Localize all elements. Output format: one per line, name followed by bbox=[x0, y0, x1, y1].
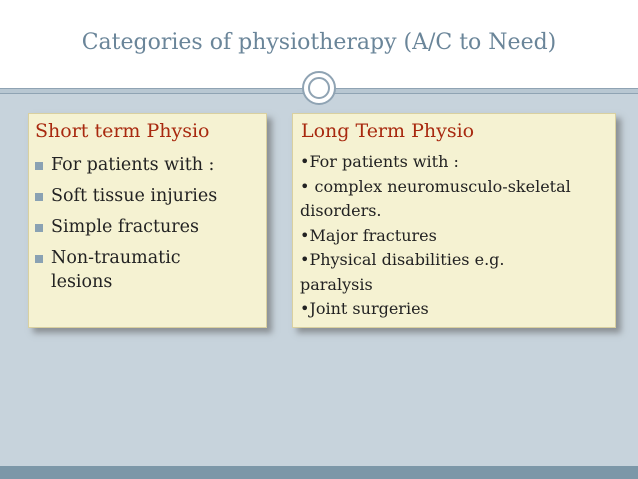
short-term-box bbox=[28, 113, 267, 328]
list-item: • complex neuromusculo-skeletal bbox=[300, 176, 571, 196]
inner-circle-icon bbox=[308, 77, 330, 99]
long-term-heading: Long Term Physio bbox=[301, 120, 475, 142]
footer-bar bbox=[0, 466, 638, 479]
double-circle-icon bbox=[302, 71, 336, 105]
list-item bbox=[35, 212, 217, 243]
square-bullet-icon bbox=[35, 162, 43, 170]
square-bullet-icon bbox=[35, 255, 43, 263]
list-item: •For patients with : bbox=[300, 152, 459, 171]
list-item bbox=[35, 243, 217, 294]
list-item-text-continued: lesions bbox=[51, 272, 113, 292]
list-item bbox=[35, 181, 217, 212]
list-item bbox=[35, 150, 217, 181]
list-item: •Physical disabilities e.g. bbox=[300, 250, 505, 269]
square-bullet-icon bbox=[35, 193, 43, 201]
slide-title: Categories of physiotherapy (A/C to Need) bbox=[81, 30, 557, 55]
short-term-heading: Short term Physio bbox=[35, 120, 210, 142]
list-item: •Major fractures bbox=[300, 225, 437, 245]
list-item-continued: disorders. bbox=[300, 201, 382, 220]
short-term-list bbox=[35, 150, 217, 294]
list-item: •Joint surgeries bbox=[300, 299, 429, 318]
list-item-text: For patients with : bbox=[51, 155, 215, 175]
list-item-text: Non-traumatic bbox=[51, 248, 181, 268]
long-term-list bbox=[300, 150, 571, 322]
list-item-continued: paralysis bbox=[300, 274, 373, 294]
square-bullet-icon bbox=[35, 224, 43, 232]
list-item-text: Soft tissue injuries bbox=[51, 186, 218, 206]
list-item-text: Simple fractures bbox=[51, 217, 199, 237]
long-term-box bbox=[292, 113, 616, 328]
